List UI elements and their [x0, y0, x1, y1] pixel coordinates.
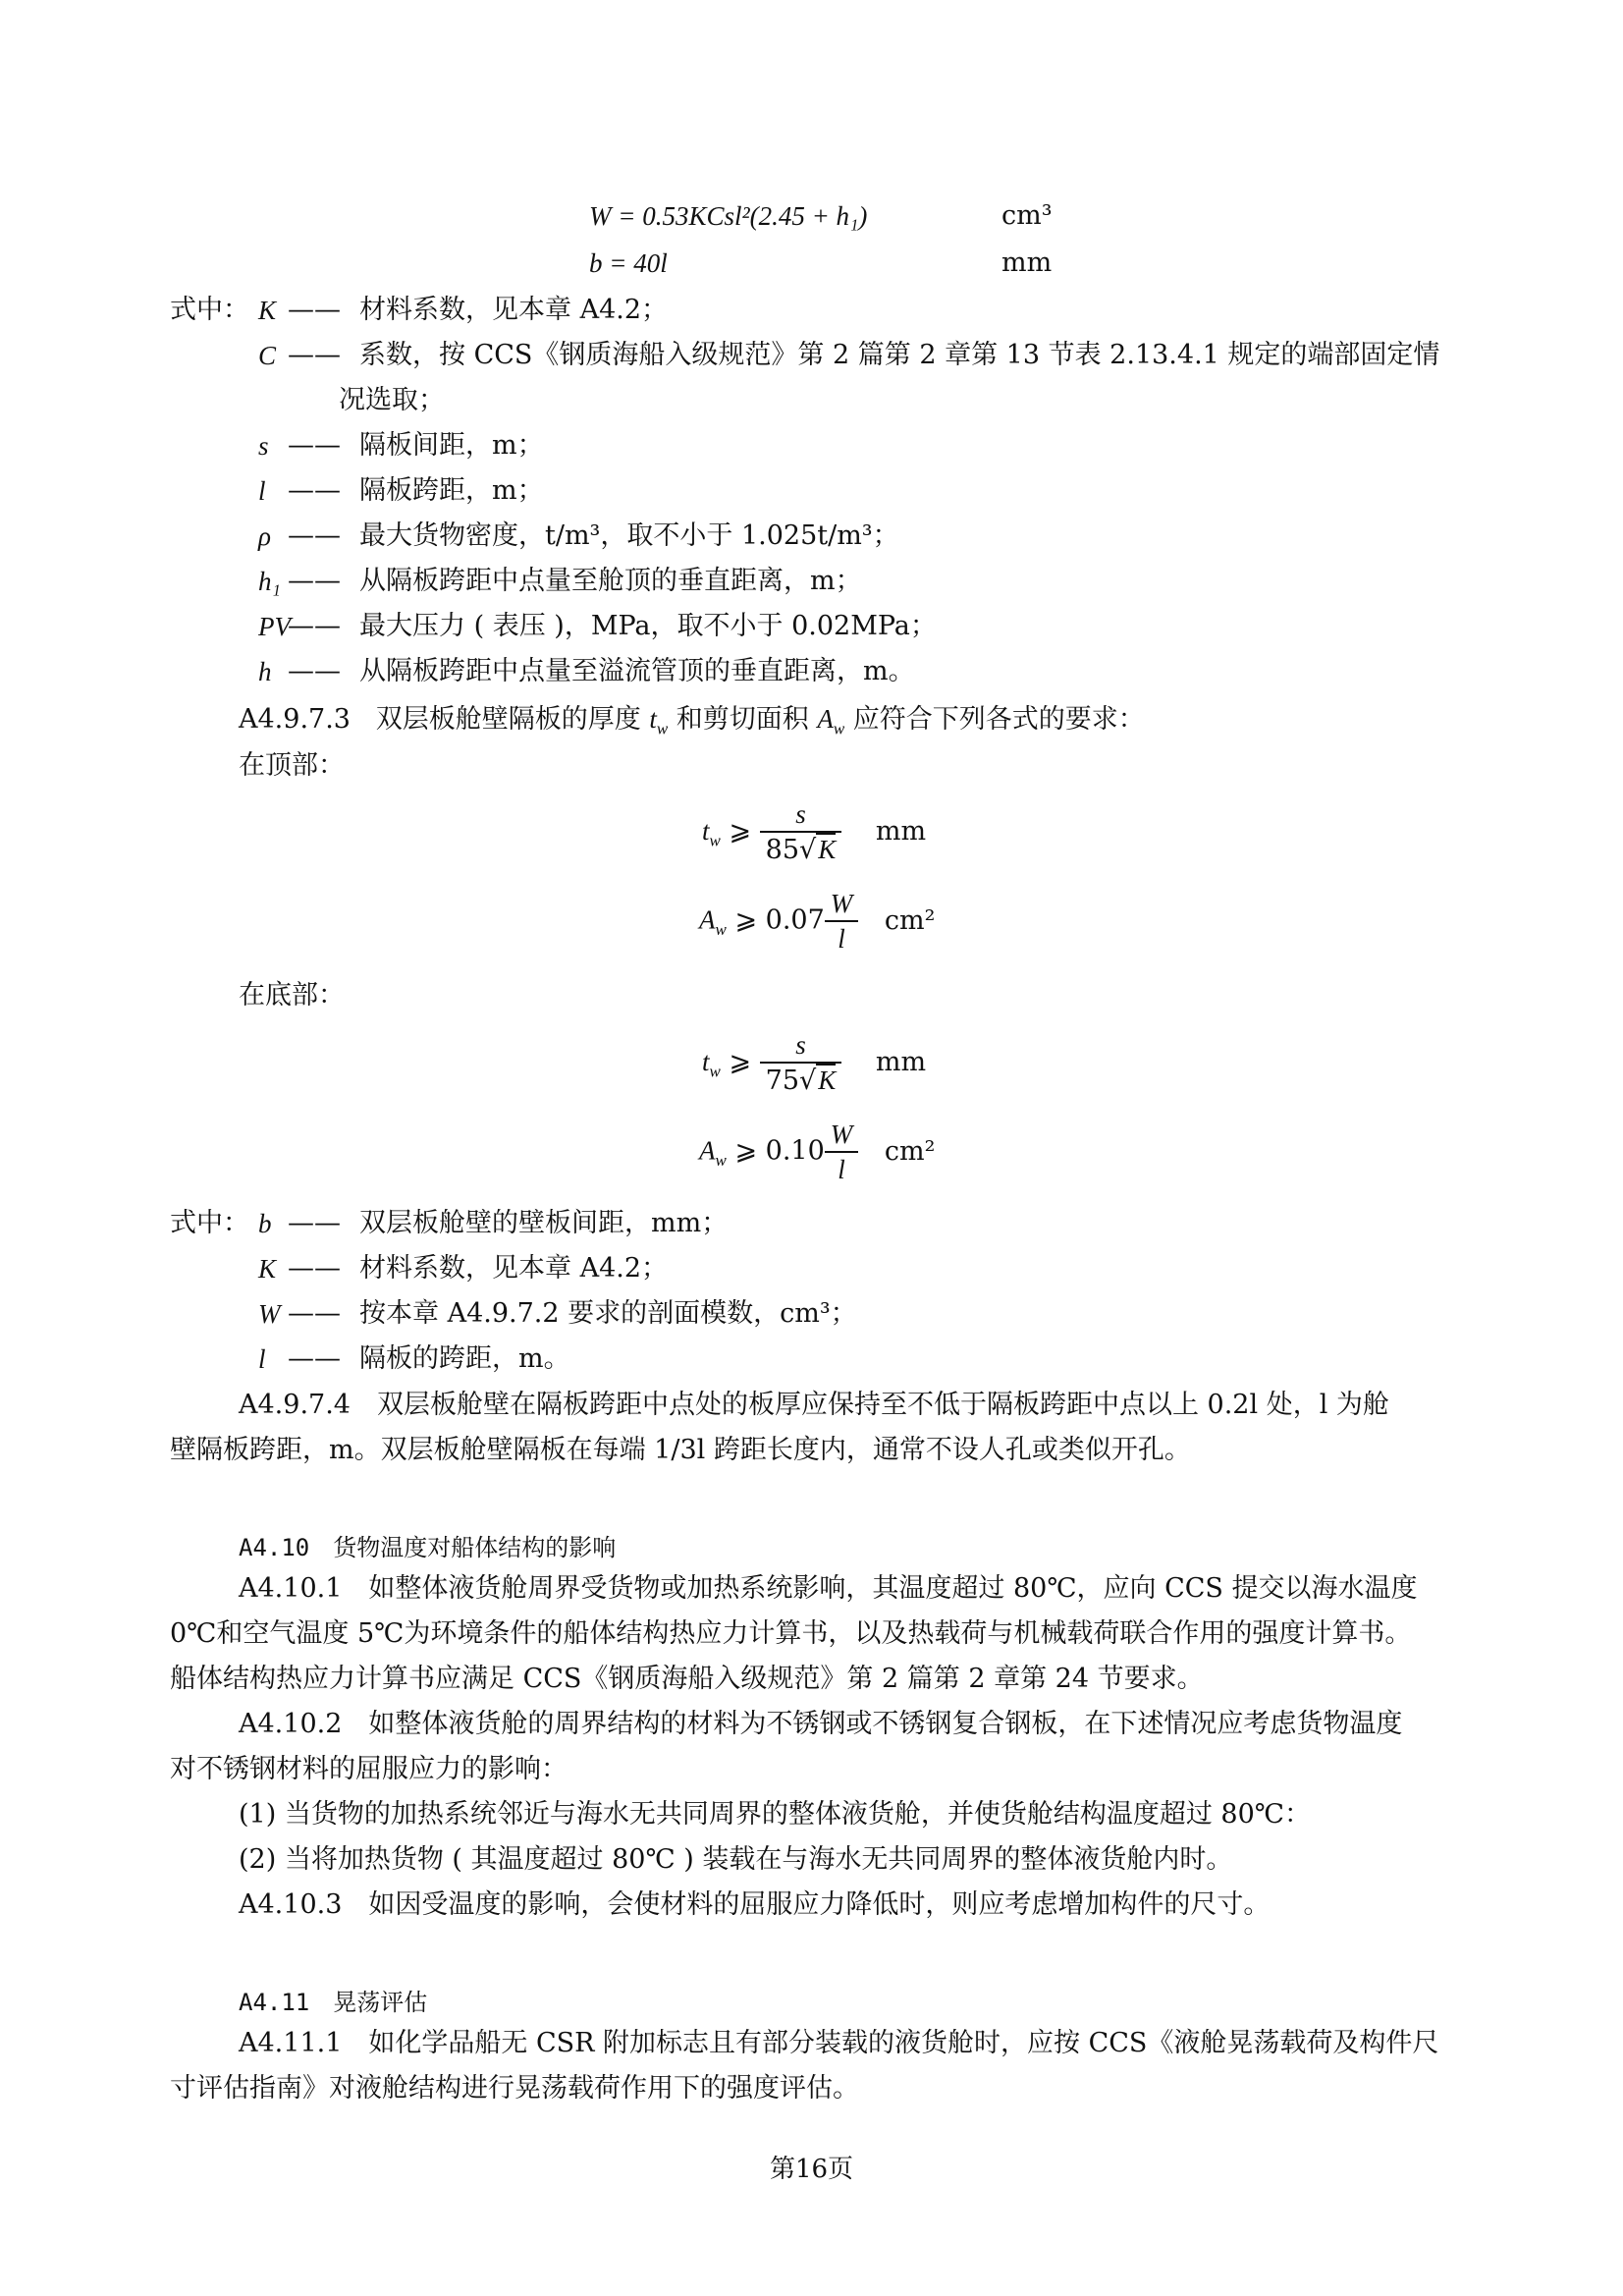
def2-dash: —— [288, 1298, 341, 1329]
eq-bot-tw-geq: ⩾ [729, 1047, 752, 1077]
eq-top-tw-sub: w [709, 831, 721, 850]
para-a4973 [239, 702, 1145, 737]
def1-text-h: 从隔板跨距中点量至溢流管顶的垂直距离，m。 [359, 656, 915, 686]
eq-bot-aw-den: l [838, 1155, 845, 1184]
a4973-number: A4.9.7.3 [239, 704, 351, 735]
top-label: 在顶部： [239, 750, 345, 781]
def1-dash: —— [288, 340, 341, 370]
def2-text-W: 按本章 A4.9.7.2 要求的剖面模数，cm³； [359, 1298, 857, 1329]
a4973-sym2: A [817, 704, 834, 734]
a4973-sub2: w [833, 719, 845, 738]
def1-dash: —— [288, 475, 341, 506]
def2-sym-W: W [258, 1299, 281, 1329]
a4102-line1: A4.10.2 如整体液货舱的周界结构的材料为不锈钢或不锈钢复合钢板，在下述情况应考虑货物温度 [239, 1709, 1403, 1739]
a4101-line2: 0℃和空气温度 5℃为环境条件的船体结构热应力计算书，以及热载荷与机械载荷联合作用的强度计算书。 [170, 1618, 1412, 1649]
eq-bot-tw-lhs: t [702, 1047, 710, 1076]
def1-text-K: 材料系数，见本章 A4.2； [359, 295, 669, 325]
a4973-sub1: w [656, 719, 669, 738]
a4102-item2: (2) 当将加热货物 ( 其温度超过 80℃ ) 装载在与海水无共同周界的整体液货舱内时。 [239, 1844, 1233, 1875]
eq-top-aw-unit: cm² [884, 904, 936, 936]
eq-bot-aw-unit: cm² [884, 1135, 936, 1167]
eq-bot-tw-frac: $\frac{s}{75√K}$ [760, 1028, 842, 1098]
heading-a410: A4.10 货物温度对船体结构的影响 [239, 1534, 617, 1561]
def1-text-rho: 最大货物密度，t/m³，取不小于 1.025t/m³； [359, 520, 899, 551]
eq-bot-aw-sub: w [715, 1150, 727, 1170]
a4973-text-c: 应符合下列各式的要求： [852, 704, 1145, 735]
formula-b: b = 40l [589, 248, 668, 278]
def1-text-s: 隔板间距，m； [359, 430, 544, 461]
def1-text-h1: 从隔板跨距中点量至舱顶的垂直距离，m； [359, 566, 862, 596]
eq-bot-tw-unit: mm [875, 1047, 927, 1077]
def2-dash: —— [288, 1253, 341, 1284]
eq-top-tw-den-coef: 85 [765, 835, 800, 865]
a4101-line3: 船体结构热应力计算书应满足 CCS《钢质海船入级规范》第 2 篇第 2 章第 24 节要求。 [170, 1664, 1204, 1694]
a4102-line2: 对不锈钢材料的屈服应力的影响： [170, 1754, 568, 1784]
def2-dash: —— [288, 1343, 341, 1374]
eq-bot-aw-geq: ⩾ [734, 1135, 758, 1167]
def1-text-l: 隔板跨距，m； [359, 475, 544, 506]
def1-text-C: 系数，按 CCS《钢质海船入级规范》第 2 篇第 2 章第 13 节表 2.13.4.1 规定的端部固定情 [359, 340, 1440, 370]
eq-bot-tw-sub: w [709, 1062, 721, 1081]
eq-bot-tw-den-coef: 75 [765, 1066, 800, 1096]
def1-sym-K: K [258, 296, 277, 325]
eq-bot-aw-frac [825, 1118, 859, 1186]
where-label-2: 式中： [170, 1208, 249, 1238]
def1-dash: —— [288, 656, 341, 686]
def2-text-b: 双层板舱壁的壁板间距，mm； [359, 1208, 729, 1238]
a4103: A4.10.3 如因受温度的影响，会使材料的屈服应力降低时，则应考虑增加构件的尺寸。 [239, 1889, 1271, 1920]
a4973-text-a: 双层板舱壁隔板的厚度 [375, 704, 641, 735]
formula-W-unit: cm³ [1001, 200, 1053, 231]
eq-top-aw-den: l [838, 924, 845, 954]
eq-bot-aw-num: W [825, 1118, 859, 1153]
eq-top-aw-num: W [825, 887, 859, 922]
bottom-label: 在底部： [239, 980, 345, 1011]
def1-sym-h1: h₁ [258, 567, 281, 596]
formula-b-unit: mm [1001, 247, 1053, 278]
eq-bot-aw-lhs: A [699, 1135, 716, 1166]
a4973-text-b: 和剪切面积 [676, 704, 809, 735]
def1-sym-s: s [258, 431, 269, 461]
where-label-1: 式中： [170, 295, 249, 325]
eq-bot-tw [702, 1028, 926, 1098]
def1-text-C-cont: 况选取； [339, 385, 445, 415]
eq-top-aw-geq: ⩾ [734, 904, 758, 936]
heading-a411: A4.11 晃荡评估 [239, 1989, 428, 2016]
para-a4974-line2: 壁隔板跨距，m。双层板舱壁隔板在每端 1/3l 跨距长度内，通常不设人孔或类似开孔。 [170, 1435, 1191, 1465]
a4102-item1: (1) 当货物的加热系统邻近与海水无共同周界的整体液货舱，并使货舱结构温度超过 80℃： [239, 1799, 1311, 1830]
eq-bot-aw [699, 1118, 935, 1186]
def1-sym-C: C [258, 341, 277, 370]
eq-top-aw-sub: w [715, 919, 727, 939]
a4111-line2: 寸评估指南》对液舱结构进行晃荡载荷作用下的强度评估。 [170, 2073, 859, 2104]
def1-dash: —— [288, 430, 341, 461]
a4973-sym1: t [649, 704, 657, 734]
a4111-line1: A4.11.1 如化学品船无 CSR 附加标志且有部分装载的液货舱时，应按 CCS《液舱晃荡载荷及构件尺 [239, 2028, 1439, 2058]
def1-sym-l: l [258, 476, 266, 506]
eq-top-tw-den-rad: K [818, 835, 837, 864]
def1-dash: —— [288, 566, 341, 596]
def1-dash: —— [288, 295, 341, 325]
eq-top-tw-frac: $\frac{s}{85√K}$ [760, 797, 842, 867]
eq-bot-aw-coef: 0.10 [765, 1135, 825, 1167]
def1-text-Pv: 最大压力 ( 表压 )，MPa，取不小于 0.02MPa； [359, 611, 937, 641]
para-a4974-line1: A4.9.7.4 双层板舱壁在隔板跨距中点处的板厚应保持至不低于隔板跨距中点以上 0.2l 处，l 为舱 [239, 1390, 1389, 1420]
def1-sym-rho: ρ [258, 521, 271, 551]
eq-top-tw-num: s [760, 797, 842, 833]
def2-text-K: 材料系数，见本章 A4.2； [359, 1253, 669, 1284]
def1-sym-Pv: PV [258, 612, 291, 641]
def2-dash: —— [288, 1208, 341, 1238]
eq-top-aw [699, 887, 935, 956]
eq-top-aw-lhs: A [699, 904, 716, 935]
a4101-line1: A4.10.1 如整体液货舱周界受货物或加热系统影响，其温度超过 80℃，应向 CCS 提交以海水温度 [239, 1573, 1418, 1604]
eq-bot-tw-den-rad: K [818, 1066, 837, 1095]
def2-text-l: 隔板的跨距，m。 [359, 1343, 570, 1374]
def1-dash: —— [288, 520, 341, 551]
def2-sym-K: K [258, 1254, 277, 1284]
def1-sym-h: h [258, 657, 272, 686]
eq-top-tw [702, 797, 926, 867]
eq-top-aw-coef: 0.07 [765, 904, 825, 936]
eq-top-tw-geq: ⩾ [729, 816, 752, 847]
page-number: 第16页 [769, 2155, 854, 2184]
def2-sym-b: b [258, 1209, 272, 1238]
eq-top-tw-unit: mm [875, 816, 927, 847]
formula-W: W = 0.53KCsl²(2.45 + h₁) [589, 201, 868, 231]
eq-bot-tw-num: s [760, 1028, 842, 1064]
def2-sym-l: l [258, 1344, 266, 1374]
eq-top-aw-frac [825, 887, 859, 956]
eq-top-tw-lhs: t [702, 816, 710, 846]
def1-dash: —— [288, 611, 341, 641]
